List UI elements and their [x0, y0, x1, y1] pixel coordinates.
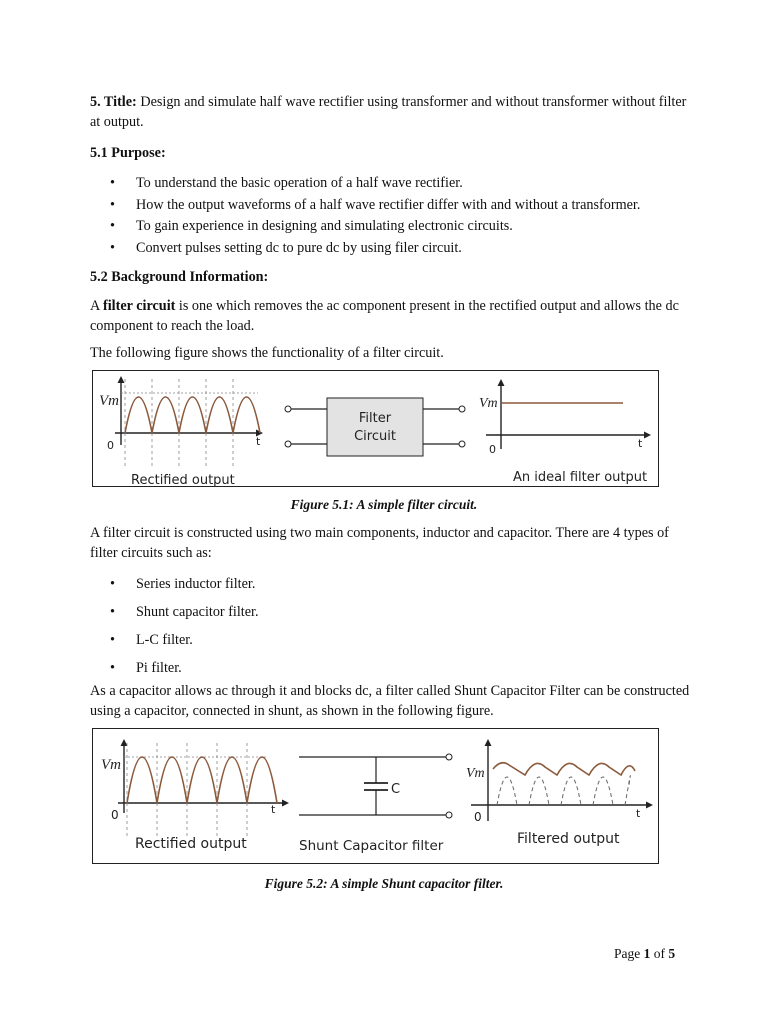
origin-label-right: 0	[474, 810, 482, 824]
y-arrow-icon	[118, 376, 125, 383]
list-item: • Convert pulses setting dc to pure dc by using filer circuit.	[110, 238, 640, 260]
rectified-waveform	[127, 757, 277, 803]
rectified-waveform	[125, 397, 260, 433]
title-label: 5. Title:	[90, 94, 137, 110]
capacitor-label: C	[391, 782, 401, 797]
filter-circuit-box	[327, 398, 423, 456]
figure-2	[92, 728, 659, 864]
shunt-circuit-wires	[299, 757, 447, 815]
background-paragraph-1	[90, 296, 690, 336]
page-total: 5	[668, 946, 676, 961]
vm-label: Vm	[99, 393, 119, 409]
para1-rest: is one which removes the ac component present in the rectified output and allows the dc component to reach the load.	[90, 298, 679, 334]
background-heading: 5.2 Background Information:	[90, 269, 269, 285]
shunt-filter-label: Shunt Capacitor filter	[299, 838, 444, 854]
list-item: • Pi filter.	[110, 654, 259, 682]
purpose-heading: 5.1 Purpose:	[90, 145, 166, 161]
filter-box-line2: Circuit	[354, 429, 396, 444]
filtered-waveform	[493, 763, 635, 775]
vm-label-right: Vm	[466, 766, 485, 781]
t-label-right: t	[636, 807, 641, 820]
origin-label: 0	[107, 439, 114, 452]
figure-2-caption: Figure 5.2: A simple Shunt capacitor filter.	[264, 876, 504, 891]
filter-box-line1: Filter	[358, 411, 392, 426]
origin-label-right: 0	[489, 443, 496, 456]
title-paragraph	[90, 92, 690, 132]
t-label: t	[256, 435, 261, 448]
origin-label: 0	[111, 808, 119, 822]
x-arrow-right-icon	[646, 802, 653, 809]
list-item: • Series inductor filter.	[110, 570, 259, 598]
filter-types-list	[110, 570, 259, 682]
figure-1	[92, 370, 659, 487]
underlying-pulses	[497, 776, 630, 805]
title-text: Design and simulate half wave rectifier using transformer and without transformer without filter at output.	[90, 94, 687, 130]
vm-label-right: Vm	[479, 396, 498, 411]
background-paragraph-2: The following figure shows the functionality of a filter circuit.	[90, 345, 444, 361]
background-paragraph-3: A filter circuit is constructed using two main components, inductor and capacitor. There are 4 types of filter circuits such as:	[90, 525, 669, 561]
y-arrow-icon	[121, 739, 128, 746]
figure-2-drawing	[93, 729, 658, 863]
para1-start: A	[90, 298, 100, 314]
t-label: t	[271, 803, 276, 816]
page-number	[614, 946, 675, 962]
purpose-list	[110, 173, 640, 259]
para1-bold: filter circuit	[103, 298, 176, 314]
grid-lines	[127, 743, 247, 839]
page-of: of	[653, 946, 665, 961]
t-label-right: t	[638, 437, 643, 450]
grid-lines	[125, 379, 233, 466]
vm-label: Vm	[101, 757, 121, 773]
filtered-output-label: Filtered output	[517, 831, 620, 847]
x-arrow-right-icon	[644, 432, 651, 439]
list-item: • L-C filter.	[110, 626, 259, 654]
list-item: • How the output waveforms of a half wave rectifier differ with and without a transformer.	[110, 195, 640, 217]
list-item: • To understand the basic operation of a half wave rectifier.	[110, 173, 640, 195]
page-current: 1	[643, 946, 651, 961]
list-item: • Shunt capacitor filter.	[110, 598, 259, 626]
page-prefix: Page	[614, 946, 641, 961]
rectified-output-label: Rectified output	[135, 836, 247, 852]
terminal-dots	[446, 754, 452, 818]
rectified-output-label: Rectified output	[131, 473, 235, 486]
y-arrow-right-icon	[498, 379, 505, 386]
x-arrow-icon	[282, 800, 289, 807]
y-arrow-right-icon	[485, 739, 492, 746]
figure-1-drawing	[93, 371, 658, 486]
ideal-output-label: An ideal filter output	[513, 470, 648, 485]
figure-1-caption: Figure 5.1: A simple filter circuit.	[290, 497, 478, 512]
background-paragraph-4: As a capacitor allows ac through it and blocks dc, a filter called Shunt Capacitor Filter can be constructed using a capacitor, connected in shunt, as shown in the following figure.	[90, 683, 690, 719]
list-item: • To gain experience in designing and simulating electronic circuits.	[110, 216, 640, 238]
